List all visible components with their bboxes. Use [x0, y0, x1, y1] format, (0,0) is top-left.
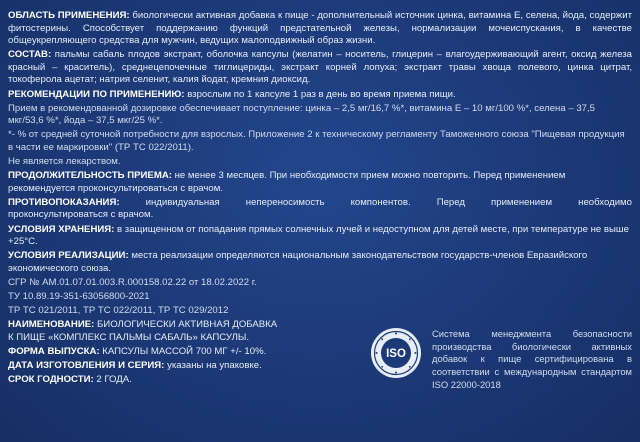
bottom-block — [8, 319, 632, 391]
duration-text: не менее 3 месяцев. При необходимости прием можно повторить. Перед применением рекомендуется проконсультироваться с врачом. — [8, 170, 566, 194]
form-text: КАПСУЛЫ МАССОЙ 700 МГ +/- 10%. — [102, 345, 267, 357]
certificate-text: Система менеджмента безопасности производства биологически активных добавок к пище сертифицирована в соответствии с международным стандартом ISO 22000-2018 — [432, 328, 632, 390]
registration-tu: ТУ 10.89.19-351-63056800-2021 — [8, 290, 150, 302]
form-label: ФОРМА ВЫПУСКА: — [8, 345, 100, 357]
area-text: биологически активная добавка к пище - дополнительный источник цинка, витамина Е, селена, йода, содержит фитостерины. Способствует поддержанию функций предстательной железы, нормализации мочеиспускания, в качестве общеукрепляющего средства для мужчин, ведущих малоподвижный образ жизни. — [8, 10, 632, 47]
duration-label: ПРОДОЛЖИТЕЛЬНОСТЬ ПРИЕМА: — [8, 170, 172, 182]
name-line2: К ПИЩЕ «КОМПЛЕКС ПАЛЬМЫ САБАЛЬ» КАПСУЛЫ. — [8, 331, 250, 343]
storage-text: в защищенном от попадания прямых солнечных лучей и недоступном для детей месте, при температуре не выше +25°С. — [8, 223, 629, 248]
contra-line2: проконсультироваться с врачом. — [8, 209, 154, 221]
manufacture-text: указаны на упаковке. — [167, 359, 262, 371]
sale-label: УСЛОВИЯ РЕАЛИЗАЦИИ: — [8, 250, 129, 262]
contra-word: применением — [491, 196, 553, 208]
name-section — [8, 319, 368, 344]
contra-word: компонентов. — [350, 196, 411, 208]
name-label: НАИМЕНОВАНИЕ: — [8, 319, 95, 331]
recommendations-section — [8, 89, 632, 102]
sale-section — [8, 250, 632, 275]
not-medicine: Не является лекарством. — [8, 156, 121, 168]
composition-section — [8, 49, 632, 87]
footnote: *- % от средней суточной потребности для взрослых. Приложение 2 к техническому регламенту Таможенного союза "Пищевая продукция в части ее маркировки" (ТР ТС 022/2011). — [8, 129, 625, 153]
composition-text: пальмы сабаль плодов экстракт, оболочка капсулы (желатин – носитель, глицерин – влагоудерживающий агент, оксид железа красный – краситель), среднецепочечные тиглицериды, экстракт корней лопуха; экстракт травы хвоща полевого, цинка цитрат, токоферола ацетат; натрия селенит, калия йодат, кремния диоксид. — [8, 49, 632, 86]
contra-word: Перед — [436, 196, 465, 208]
contra-word: индивидуальная — [145, 196, 220, 208]
contra-line — [8, 197, 632, 210]
area-section — [8, 10, 632, 48]
shelf-section — [8, 374, 368, 387]
area-label: ОБЛАСТЬ ПРИМЕНЕНИЯ: — [8, 10, 130, 21]
contra-label: ПРОТИВОПОКАЗАНИЯ: — [8, 196, 120, 208]
recommendations-label: РЕКОМЕНДАЦИИ ПО ПРИМЕНЕНИЮ: — [8, 88, 185, 100]
dose-line: Прием в рекомендованной дозировке обеспечивает поступление: цинка – 2,5 мг/16,7 %*, витамина Е – 10 мг/100 %*, селена – 37,5 мкг/53,6 %*, йода – 37,5 мкг/25 %*. — [8, 102, 596, 127]
iso-seal-icon — [370, 327, 422, 379]
registration-sgr: СГР № АМ.01.07.01.003.R.000158.02.22 от 18.02.2022 г. — [8, 276, 257, 288]
recommendations-text: взрослым по 1 капсуле 1 раз в день во время приема пищи. — [187, 88, 456, 100]
shelf-label: СРОК ГОДНОСТИ: — [8, 374, 94, 386]
iso-seal-text: ISO — [386, 348, 406, 361]
storage-section — [8, 224, 632, 249]
sale-text: места реализации определяются национальным законодательством государств-членов Евразийского экономического союза. — [8, 250, 588, 274]
composition-label: СОСТАВ: — [8, 49, 52, 61]
contra-word: необходимо — [578, 196, 632, 208]
duration-section — [8, 170, 632, 195]
name-text: БИОЛОГИЧЕСКИ АКТИВНАЯ ДОБАВКА — [97, 319, 278, 331]
shelf-text: 2 ГОДА. — [96, 374, 132, 386]
form-section — [8, 346, 368, 359]
storage-label: УСЛОВИЯ ХРАНЕНИЯ: — [8, 223, 115, 235]
manufacture-label: ДАТА ИЗГОТОВЛЕНИЯ И СЕРИЯ: — [8, 359, 165, 371]
contra-section — [8, 197, 632, 222]
product-info — [8, 319, 368, 388]
contra-word: непереносимость — [245, 196, 325, 208]
manufacture-section — [8, 360, 368, 373]
registration-tr: ТР ТС 021/2011, ТР ТС 022/2011, ТР ТС 029/2012 — [8, 305, 229, 317]
